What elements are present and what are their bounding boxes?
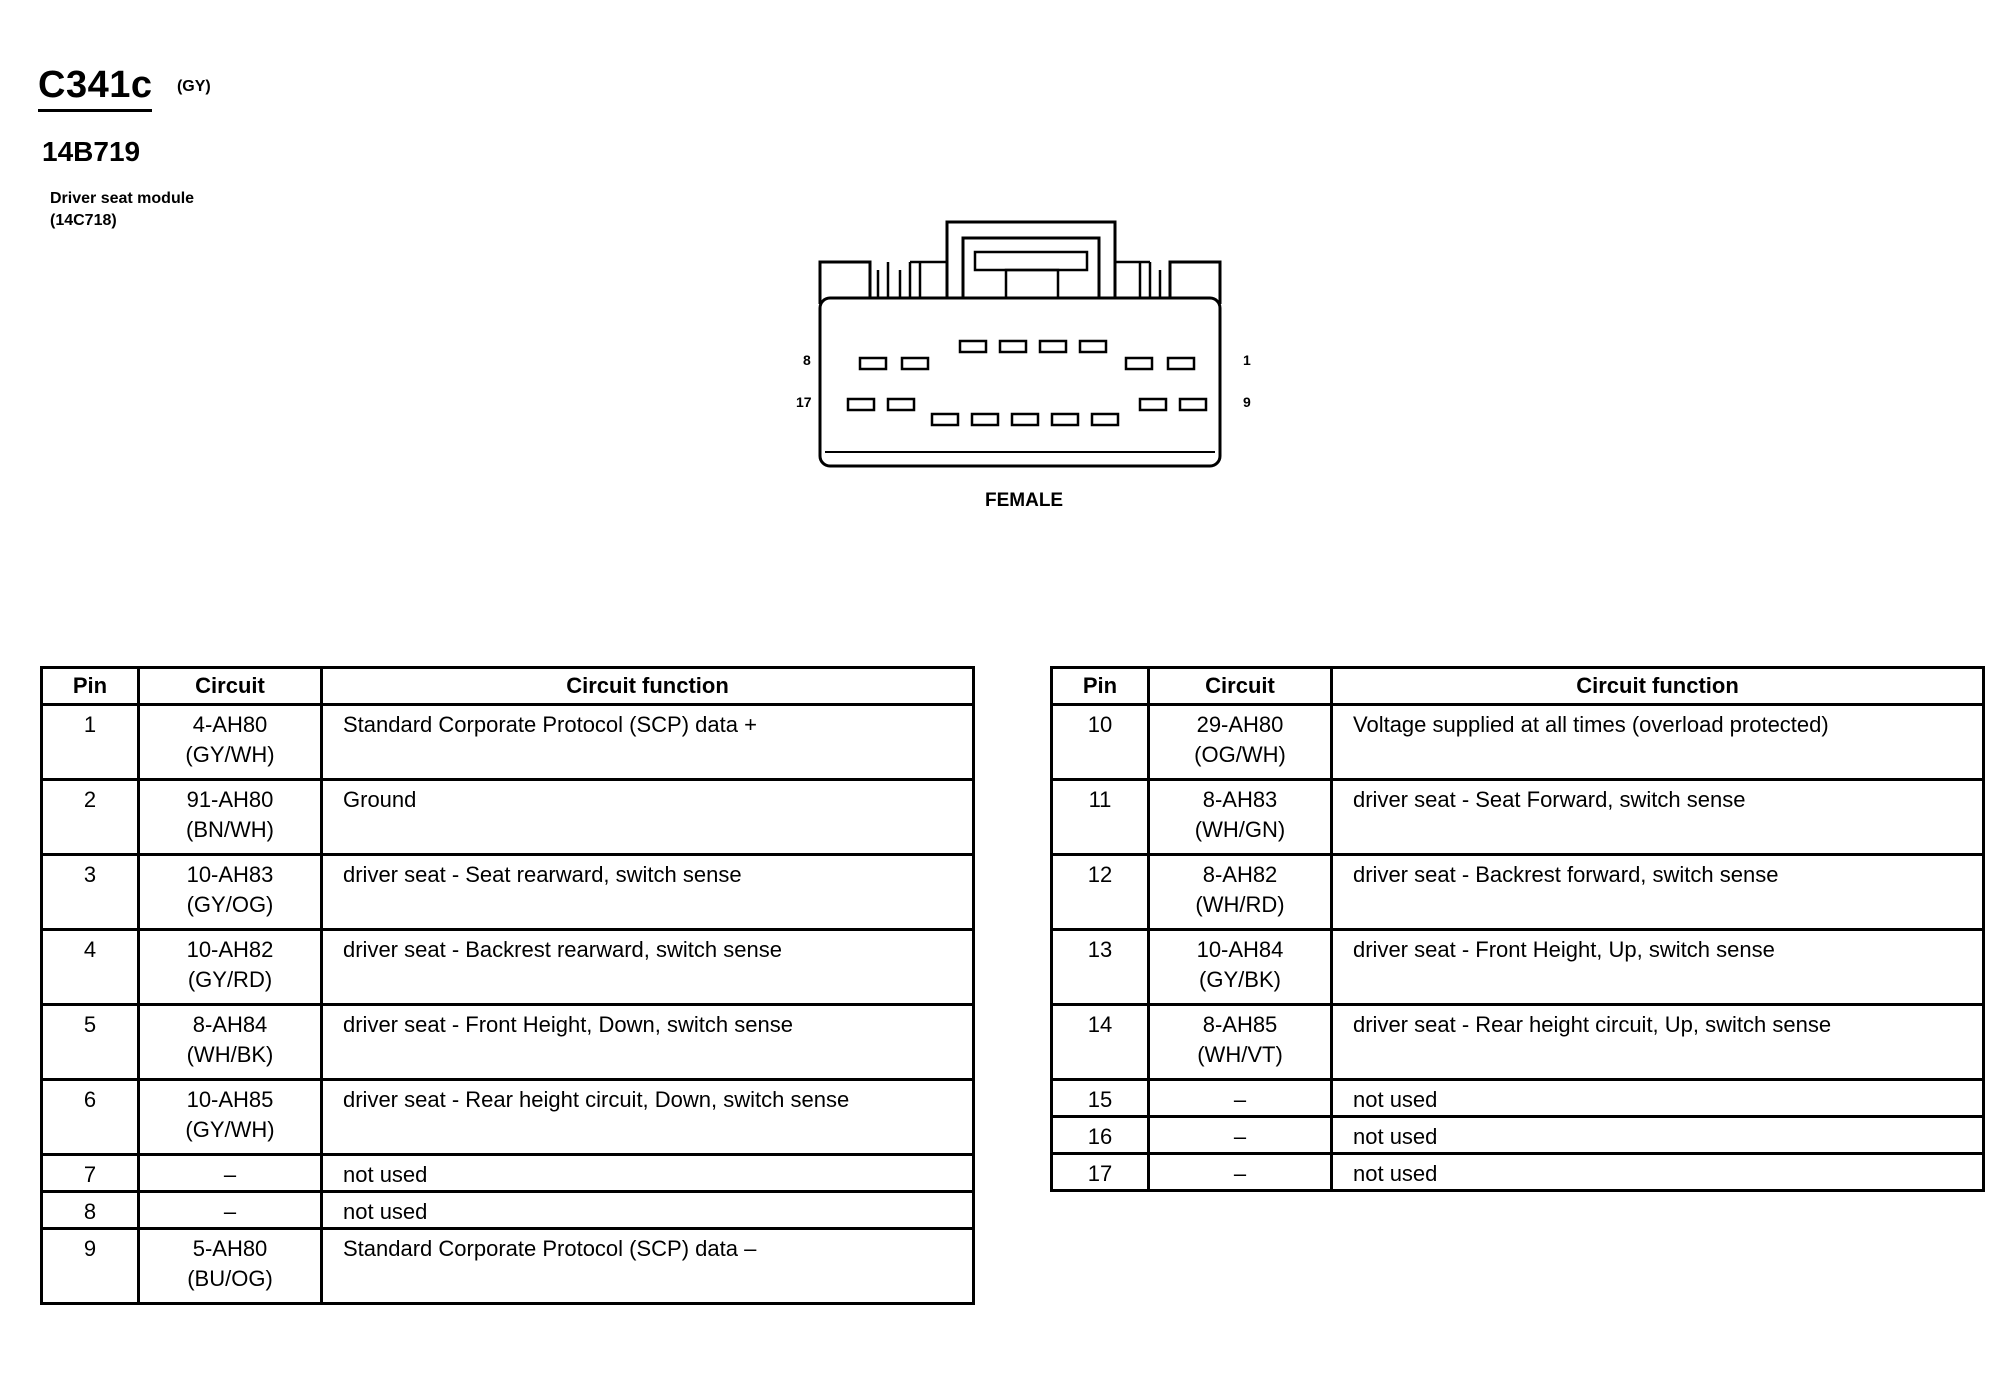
- circuit-cell: [139, 1155, 322, 1192]
- circuit-function: not used: [343, 1199, 428, 1224]
- circuit-number: 10-AH84: [1196, 937, 1284, 962]
- pin-number: 12: [1087, 862, 1113, 887]
- pin-number-cell: [1052, 930, 1149, 1005]
- circuit-function: Standard Corporate Protocol (SCP) data –: [343, 1236, 757, 1261]
- circuit-cell: [1149, 1080, 1332, 1117]
- cavity-14: [972, 414, 998, 425]
- circuit-function-cell: [322, 705, 974, 780]
- circuit-function-cell: [1332, 1005, 1984, 1080]
- pin-number-cell: [1052, 1154, 1149, 1191]
- circuit-number: –: [223, 1199, 237, 1224]
- circuit-number: 10-AH82: [186, 937, 274, 962]
- cavity-9: [1180, 399, 1206, 410]
- circuit-cell: [139, 1080, 322, 1155]
- wire-color: (GY/BK): [1199, 967, 1281, 992]
- pin-number-cell: [42, 1005, 139, 1080]
- circuit-function: driver seat - Rear height circuit, Up, switch sense: [1353, 1012, 1832, 1037]
- circuit-function-cell: [322, 1005, 974, 1080]
- pin-label-8: 8: [803, 352, 811, 368]
- pin-number: 3: [83, 862, 97, 887]
- table-row: [42, 855, 974, 930]
- circuit-function: not used: [1353, 1087, 1438, 1112]
- cavity-13: [1012, 414, 1038, 425]
- circuit-function-cell: [1332, 705, 1984, 780]
- wire-color: (GY/RD): [187, 967, 273, 992]
- table-row: [1052, 705, 1984, 780]
- wire-color: (WH/BK): [186, 1042, 274, 1067]
- col-header-circuit: Circuit: [139, 668, 322, 705]
- cavity-10: [1140, 399, 1166, 410]
- latch-tab: [1006, 270, 1058, 298]
- circuit-function-cell: [1332, 1117, 1984, 1154]
- wire-color: (GY/WH): [185, 742, 275, 767]
- circuit-function-cell: [1332, 1154, 1984, 1191]
- pin-number-cell: [42, 1155, 139, 1192]
- col-header-pin: Pin: [1052, 668, 1149, 705]
- circuit-cell: [1149, 1154, 1332, 1191]
- circuit-number: 10-AH83: [186, 862, 274, 887]
- table-row: [1052, 930, 1984, 1005]
- pin-number: 17: [1087, 1161, 1113, 1186]
- cavity-1: [1168, 358, 1194, 369]
- table-row: [1052, 780, 1984, 855]
- circuit-cell: [1149, 1117, 1332, 1154]
- table-row: [1052, 1117, 1984, 1154]
- circuit-function: driver seat - Front Height, Up, switch sense: [1353, 937, 1775, 962]
- circuit-number: –: [223, 1162, 237, 1187]
- wire-color: (OG/WH): [1194, 742, 1286, 767]
- circuit-function: Voltage supplied at all times (overload protected): [1353, 712, 1829, 737]
- pin-number: 6: [83, 1087, 97, 1112]
- table-row: [1052, 855, 1984, 930]
- cavity-3: [1080, 341, 1106, 352]
- circuit-number: 8-AH84: [192, 1012, 268, 1037]
- pin-number: 16: [1087, 1124, 1113, 1149]
- housing-body: [820, 298, 1220, 466]
- pin-label-17: 17: [796, 394, 812, 410]
- circuit-function: driver seat - Seat Forward, switch sense: [1353, 787, 1746, 812]
- connector-outline-drawing: [760, 200, 1280, 520]
- table-row: [1052, 1154, 1984, 1191]
- pin-number: 2: [83, 787, 97, 812]
- circuit-function-cell: [1332, 930, 1984, 1005]
- wire-color: (BU/OG): [187, 1266, 273, 1291]
- table-row: [42, 1005, 974, 1080]
- pin-number: 14: [1087, 1012, 1113, 1037]
- circuit-function: driver seat - Backrest rearward, switch sense: [343, 937, 782, 962]
- table-row: [42, 930, 974, 1005]
- circuit-cell: [139, 1229, 322, 1304]
- circuit-cell: [139, 855, 322, 930]
- circuit-function: not used: [343, 1162, 428, 1187]
- pin-rows-right: [1052, 705, 1984, 1191]
- description-line-1: Driver seat module: [50, 190, 195, 207]
- circuit-function: driver seat - Front Height, Down, switch sense: [343, 1012, 793, 1037]
- circuit-function: driver seat - Rear height circuit, Down, switch sense: [343, 1087, 850, 1112]
- table-row: [42, 705, 974, 780]
- pin-rows-left: [42, 705, 974, 1304]
- table-row: [1052, 1005, 1984, 1080]
- circuit-function-cell: [322, 930, 974, 1005]
- pin-number-cell: [1052, 1117, 1149, 1154]
- pin-number-cell: [42, 1229, 139, 1304]
- circuit-cell: [139, 780, 322, 855]
- cavity-4: [1040, 341, 1066, 352]
- circuit-number: 5-AH80: [192, 1236, 268, 1261]
- circuit-cell: [139, 705, 322, 780]
- circuit-number: 8-AH83: [1202, 787, 1278, 812]
- pin-number: 7: [83, 1162, 97, 1187]
- circuit-number: 4-AH80: [192, 712, 268, 737]
- table-row: [42, 1155, 974, 1192]
- pin-number-cell: [42, 1192, 139, 1229]
- circuit-number: –: [1233, 1124, 1247, 1149]
- wire-color: (WH/GN): [1194, 817, 1286, 842]
- circuit-cell: [1149, 930, 1332, 1005]
- circuit-function-cell: [1332, 780, 1984, 855]
- cavity-15: [932, 414, 958, 425]
- part-number: 14B719: [42, 136, 141, 167]
- table-row: [1052, 1080, 1984, 1117]
- circuit-number: 8-AH85: [1202, 1012, 1278, 1037]
- circuit-cell: [1149, 780, 1332, 855]
- circuit-function-cell: [322, 1155, 974, 1192]
- pin-number: 5: [83, 1012, 97, 1037]
- pin-table-left: [40, 666, 975, 1305]
- circuit-function: driver seat - Backrest forward, switch sense: [1353, 862, 1779, 887]
- col-header-pin: Pin: [42, 668, 139, 705]
- pin-number-cell: [42, 1080, 139, 1155]
- wire-color: (GY/OG): [186, 892, 274, 917]
- pin-cavities: [848, 341, 1206, 425]
- cavity-16: [888, 399, 914, 410]
- pin-number: 9: [83, 1236, 97, 1261]
- col-header-circuit: Circuit: [1149, 668, 1332, 705]
- circuit-function-cell: [322, 780, 974, 855]
- circuit-function: Ground: [343, 787, 417, 812]
- table-row: [42, 1080, 974, 1155]
- pin-number: 1: [83, 712, 97, 737]
- cavity-11: [1092, 414, 1118, 425]
- cavity-17: [848, 399, 874, 410]
- cavity-6: [960, 341, 986, 352]
- pin-number-cell: [42, 855, 139, 930]
- circuit-function: Standard Corporate Protocol (SCP) data +: [343, 712, 757, 737]
- circuit-function: not used: [1353, 1124, 1438, 1149]
- wire-color: (GY/WH): [185, 1117, 275, 1142]
- circuit-function-cell: [322, 1229, 974, 1304]
- circuit-cell: [1149, 1005, 1332, 1080]
- pin-number-cell: [42, 780, 139, 855]
- connector-id: C341c: [38, 64, 152, 112]
- table-row: [42, 1229, 974, 1304]
- cavity-5: [1000, 341, 1026, 352]
- pin-number: 15: [1087, 1087, 1113, 1112]
- pin-number-cell: [42, 705, 139, 780]
- pin-label-9: 9: [1243, 394, 1251, 410]
- pin-number: 13: [1087, 937, 1113, 962]
- latch-window: [975, 252, 1087, 270]
- pin-number-cell: [42, 930, 139, 1005]
- circuit-cell: [139, 930, 322, 1005]
- wire-color: (WH/RD): [1195, 892, 1285, 917]
- circuit-cell: [1149, 705, 1332, 780]
- pin-number: 4: [83, 937, 97, 962]
- connector-header: [38, 64, 211, 112]
- pin-number-cell: [1052, 705, 1149, 780]
- cavity-7: [902, 358, 928, 369]
- circuit-number: –: [1233, 1087, 1247, 1112]
- circuit-cell: [139, 1005, 322, 1080]
- description-line-2: (14C718): [50, 212, 117, 229]
- circuit-number: 91-AH80: [186, 787, 274, 812]
- connector-face-diagram: [760, 200, 1280, 520]
- circuit-cell: [1149, 855, 1332, 930]
- col-header-function: Circuit function: [322, 668, 974, 705]
- pin-table-right: [1050, 666, 1985, 1192]
- circuit-function-cell: [322, 855, 974, 930]
- cavity-2: [1126, 358, 1152, 369]
- wire-color: (BN/WH): [186, 817, 274, 842]
- connector-color: (GY): [176, 78, 211, 95]
- cavity-12: [1052, 414, 1078, 425]
- pin-number-cell: [1052, 780, 1149, 855]
- circuit-function-cell: [1332, 855, 1984, 930]
- col-header-function: Circuit function: [1332, 668, 1984, 705]
- pin-label-1: 1: [1243, 352, 1251, 368]
- pin-number-cell: [1052, 1005, 1149, 1080]
- pin-number: 8: [83, 1199, 97, 1224]
- pin-number-cell: [1052, 1080, 1149, 1117]
- circuit-number: –: [1233, 1161, 1247, 1186]
- pin-number: 11: [1088, 787, 1112, 812]
- circuit-cell: [139, 1192, 322, 1229]
- latch-inner: [963, 238, 1099, 298]
- circuit-function-cell: [322, 1080, 974, 1155]
- connector-gender-label: FEMALE: [985, 490, 1064, 511]
- table-row: [42, 1192, 974, 1229]
- circuit-function: driver seat - Seat rearward, switch sense: [343, 862, 742, 887]
- circuit-number: 8-AH82: [1202, 862, 1278, 887]
- table-row: [42, 780, 974, 855]
- pin-number: 10: [1087, 712, 1113, 737]
- circuit-number: 10-AH85: [186, 1087, 274, 1112]
- wire-color: (WH/VT): [1197, 1042, 1283, 1067]
- circuit-function: not used: [1353, 1161, 1438, 1186]
- circuit-function-cell: [1332, 1080, 1984, 1117]
- circuit-function-cell: [322, 1192, 974, 1229]
- circuit-number: 29-AH80: [1196, 712, 1284, 737]
- pin-number-cell: [1052, 855, 1149, 930]
- latch-outer: [947, 222, 1115, 298]
- cavity-8: [860, 358, 886, 369]
- component-description: [50, 188, 194, 232]
